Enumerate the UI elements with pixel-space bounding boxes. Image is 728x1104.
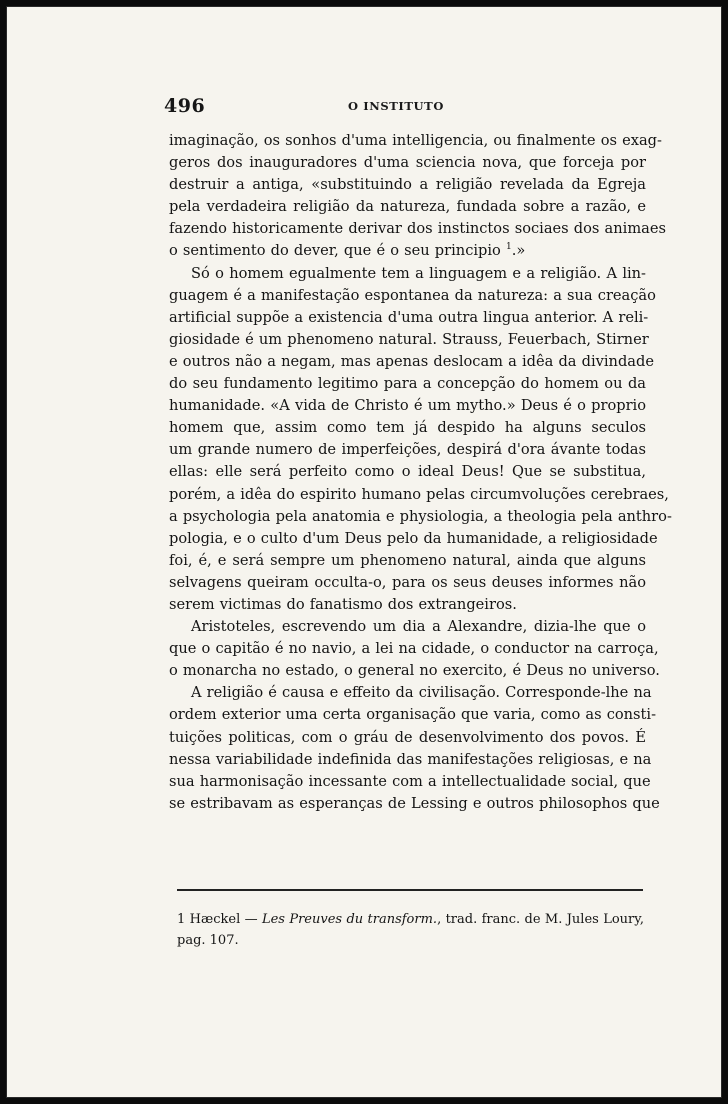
footnote-line [177, 909, 644, 930]
text-line [169, 240, 646, 262]
footnote-page: pag. 107. [177, 933, 239, 948]
text-line: pela verdadeira religião da natureza, fundada sobre a razão, e [169, 198, 646, 216]
text-line: nessa variabilidade indefinida das manifestações religiosas, e na [169, 750, 652, 768]
text-line: humanidade. «A vida de Christo é um mytho.» Deus é o proprio [169, 397, 646, 415]
paragraph-start: A religião é causa e effeito da civilisação. Corresponde-lhe na [191, 684, 652, 702]
running-title: O INSTITUTO [348, 99, 444, 113]
text-line: serem victimas do fanatismo dos extrangeiros. [169, 595, 517, 613]
text-line: giosidade é um phenomeno natural. Strauss, Feuerbach, Stirner [169, 330, 649, 348]
text-line: porém, a idêa do espirito humano pelas circumvoluções cerebraes, [169, 485, 669, 503]
text-line: fazendo historicamente derivar dos instinctos sociaes dos animaes [169, 220, 666, 238]
text-line: artificial suppõe a existencia d'uma outra lingua anterior. A reli- [169, 308, 649, 326]
text-line: do seu fundamento legitimo para a concepção do homem ou da [169, 375, 646, 393]
footnote-reference: 1 [505, 242, 512, 253]
text-line: selvagens queiram occulta-o, para os seus deuses informes não [169, 573, 646, 591]
text-line: guagem é a manifestação espontanea da natureza: a sua creação [169, 286, 656, 304]
footnote-title: Les Preuves du transform. [261, 912, 438, 927]
footnote-number: 1 [177, 912, 186, 927]
text-line: e outros não a negam, mas apenas deslocam a idêa da divindade [169, 352, 654, 370]
text-line: destruir a antiga, «substituindo a religião revelada da Egreja [169, 176, 646, 194]
text-line: imaginação, os sonhos d'uma intelligencia, ou finalmente os exag- [169, 132, 662, 149]
paragraph-start: Só o homem egualmente tem a linguagem e a religião. A lin- [191, 264, 646, 282]
text-line: tuições politicas, com o gráu de desenvolvimento dos povos. É [169, 728, 646, 746]
text-line-content: o sentimento do dever, que é o seu principio [169, 242, 501, 260]
page-header [164, 95, 644, 117]
footnote-author: Hæckel — [189, 912, 258, 927]
quote-close: .» [511, 242, 526, 260]
text-line: a psychologia pela anatomia e physiologia, a theologia pela anthro- [169, 507, 672, 525]
page-number: 496 [164, 95, 206, 117]
text-line: pologia, e o culto d'um Deus pelo da humanidade, a religiosidade [169, 529, 658, 547]
paragraph-start: Aristoteles, escrevendo um dia a Alexandre, dizia-lhe que o [191, 618, 646, 636]
body-text [169, 130, 672, 815]
text-line: um grande numero de imperfeições, despirá d'ora ávante todas [169, 441, 646, 459]
text-line: o monarcha no estado, o general no exercito, é Deus no universo. [169, 662, 660, 680]
text-line: homem que, assim como tem já despido ha alguns seculos [169, 419, 646, 437]
book-page [6, 6, 722, 1098]
footnote-rest: , trad. franc. de M. Jules Loury, [437, 912, 644, 927]
text-line: que o capitão é no navio, a lei na cidade, o conductor na carroça, [169, 640, 659, 658]
text-line: geros dos inauguradores d'uma sciencia nova, que forceja por [169, 154, 646, 172]
text-line: ordem exterior uma certa organisação que varia, como as consti- [169, 706, 657, 724]
text-line: se estribavam as esperanças de Lessing e outros philosophos que [169, 794, 660, 812]
footnote [177, 909, 644, 951]
text-line: ellas: elle será perfeito como o ideal Deus! Que se substitua, [169, 463, 646, 481]
footnote-divider [177, 889, 643, 891]
text-line: sua harmonisação incessante com a intellectualidade social, que [169, 772, 651, 790]
text-line: foi, é, e será sempre um phenomeno natural, ainda que alguns [169, 551, 646, 569]
